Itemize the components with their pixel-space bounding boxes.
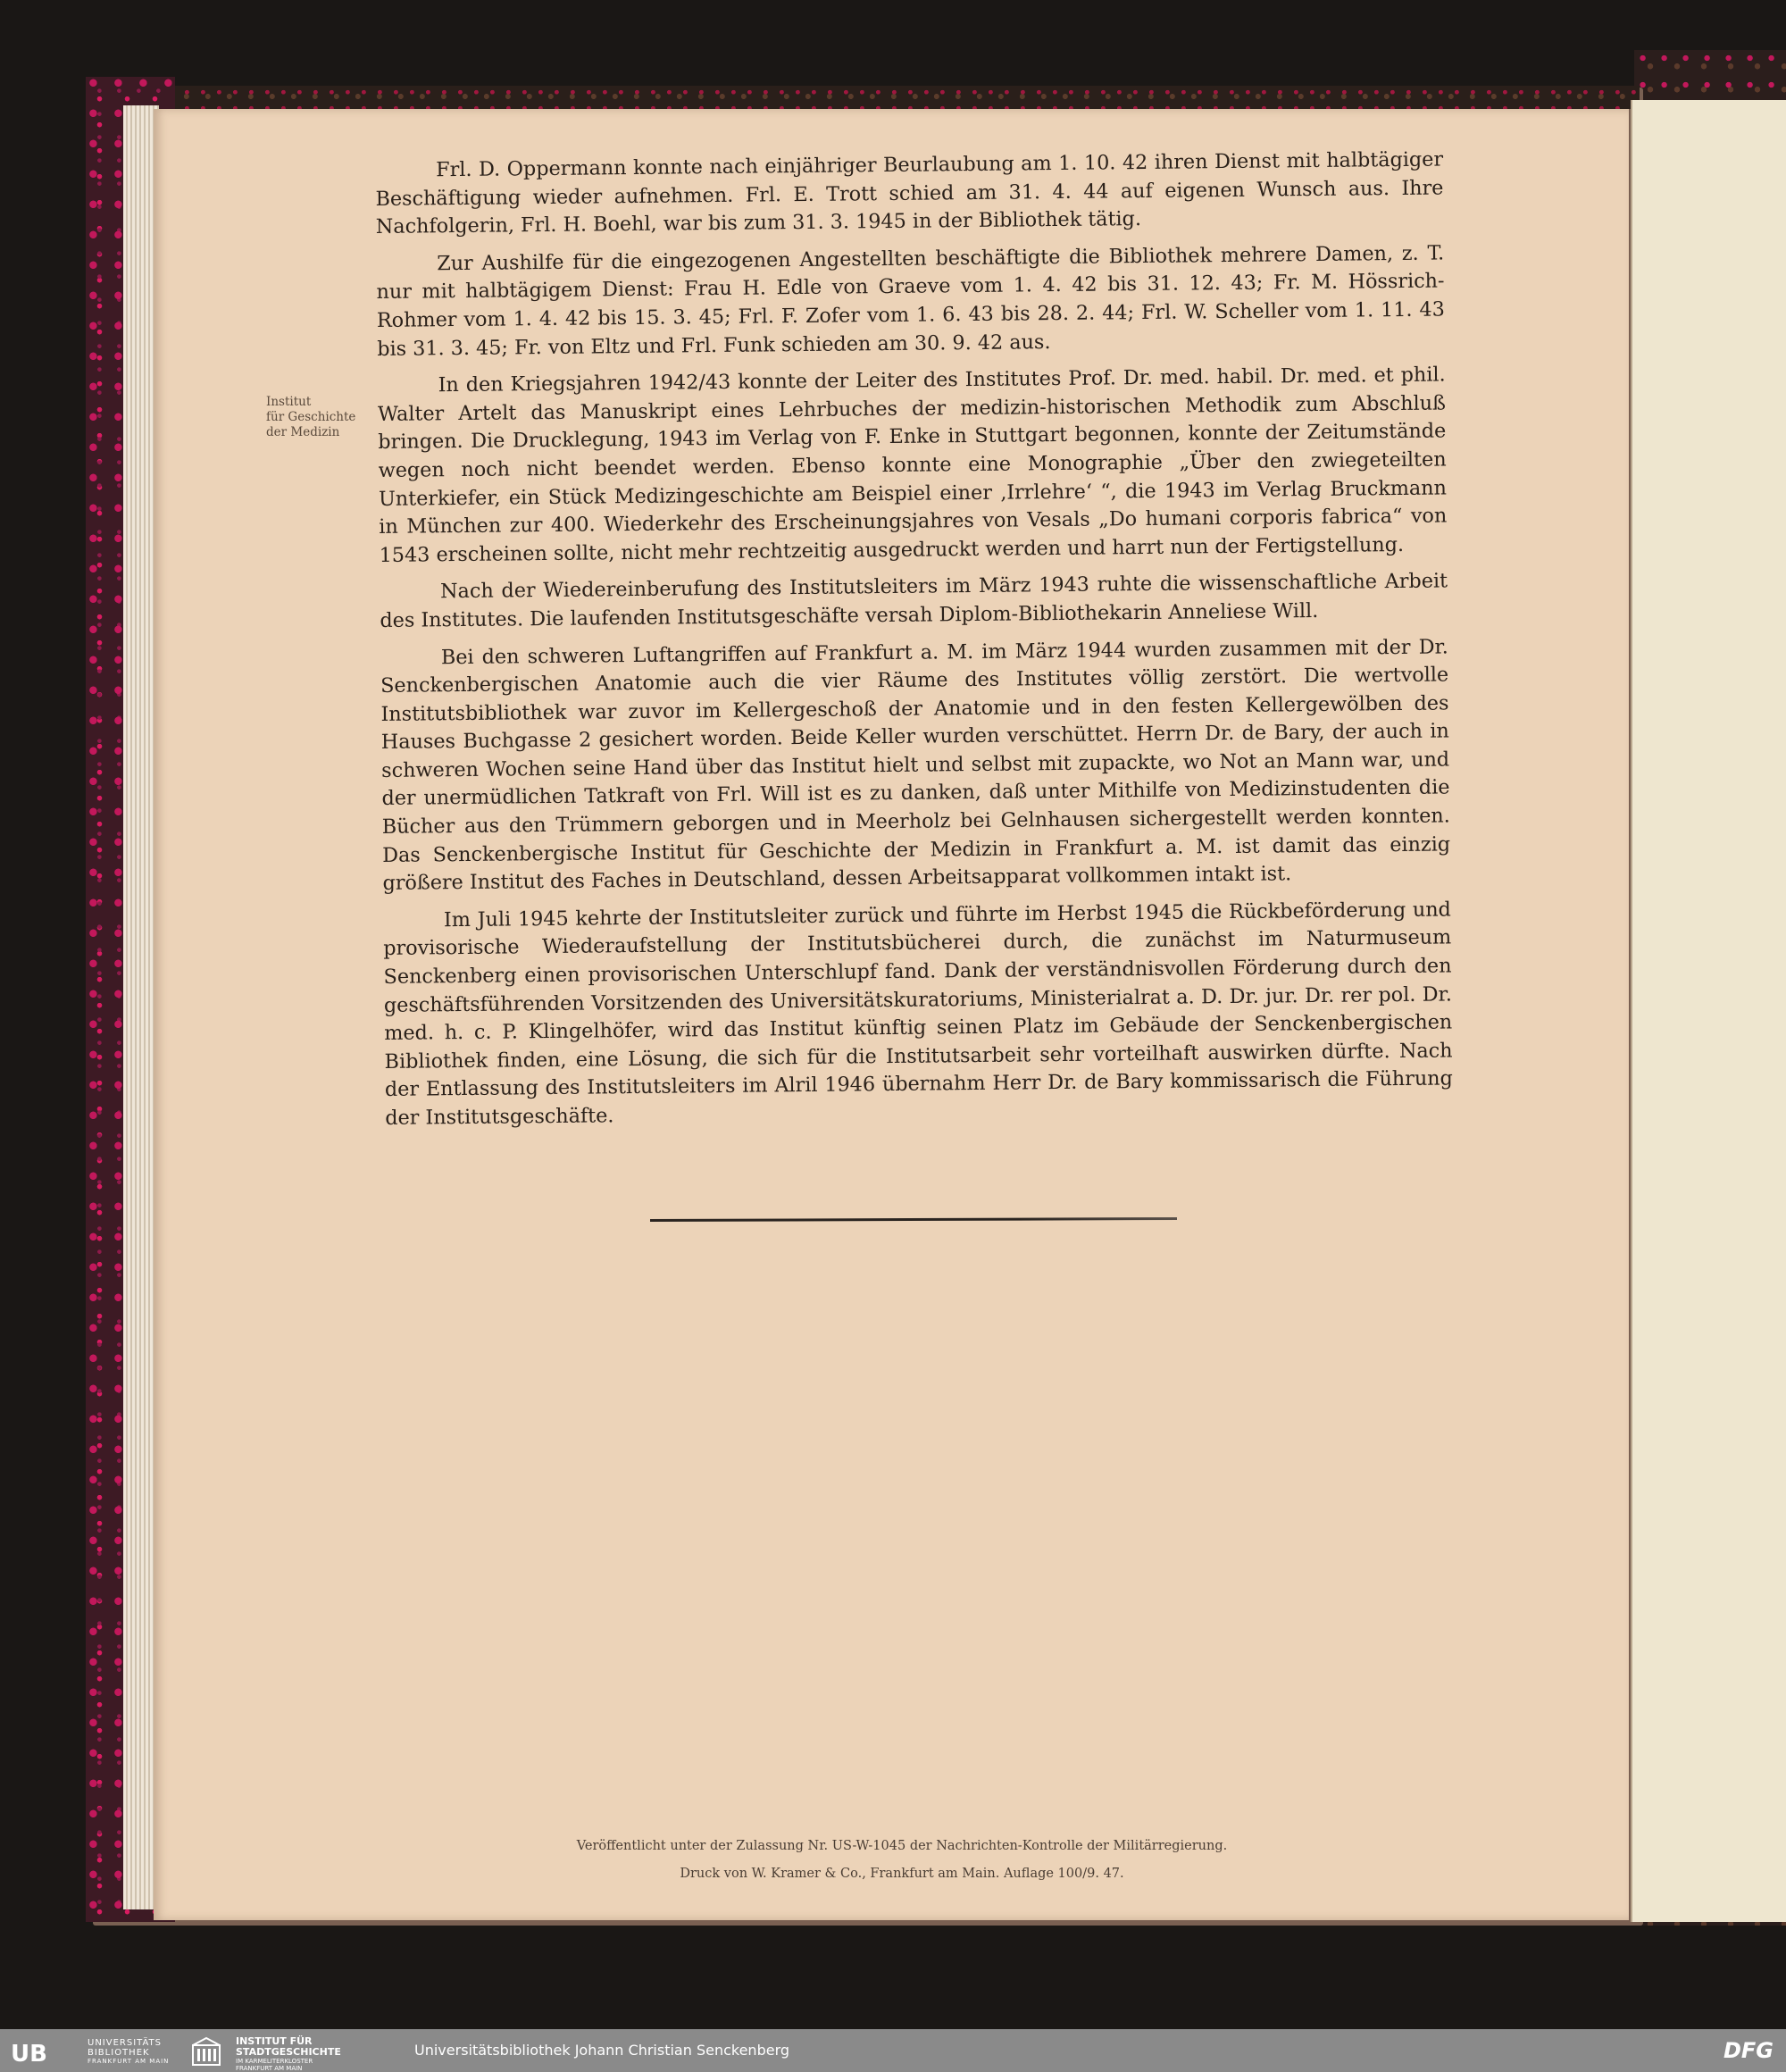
dfg-logo[interactable]: DFG (1723, 2038, 1773, 2063)
margin-note-line: der Medizin (266, 425, 340, 439)
paragraph: Zur Aushilfe für die eingezogenen Angestellten beschäftigte die Bibliothek mehrere Damen, z. T. nur mit halbtägigem Dienst: Frau H. Edle von Graeve vom 1. 4. 42 bis 31. 12. 43; Fr. M. Hössrich-Rohmer vom 1. 4. 42 bis 15. 3. 45; Frl. F. Zofer vom 1. 6. 43 bis 28. 2. 44; Frl. W. Scheller vom 1. 11. 43 bis 31. 3. 45; Fr. von Eltz und Frl. Funk schieden am 30. 9. 42 aus. (376, 241, 1445, 361)
paragraph: Im Juli 1945 kehrte der Institutsleiter zurück und führte im Herbst 1945 die Rückbeförderung und provisorische Wiederaufstellung der Institutsbücherei durch, die zunächst im Naturmuseum Senckenberg einen provisorischen Unterschlupf fand. Dank der verständnisvollen Förderung durch den geschäftsführenden Vorsitzenden des Universitätskuratoriums, Ministerialrat a. D. Dr. jur. Dr. rer pol. Dr. med. h. c. P. Klingelhöfer, wird das Institut künftig seinen Platz im Gebäude der Senckenbergischen Bibliothek finden, eine Lösung, die sich für die Institutsarbeit sehr vorteilhaft auswirken dürfte. Nach der Entlassung des Institutsleiters im Alril 1946 übernahm Herr Dr. de Bary kommissarisch die Führung der Institutsgeschäfte. (383, 898, 1454, 1130)
imprint-line: Druck von W. Kramer & Co., Frankfurt am Main. Auflage 100/9. 47. (680, 1867, 1124, 1881)
isg-logo-line: FRANKFURT AM MAIN (236, 2065, 303, 2072)
isg-logo-line: INSTITUT FÜR (236, 2035, 313, 2047)
isg-logo-text (236, 2036, 341, 2072)
institute-city-history-logo[interactable] (191, 2034, 379, 2072)
paragraph: In den Kriegsjahren 1942/43 konnte der Leiter des Institutes Prof. Dr. med. habil. Dr. med. et phil. Walter Artelt das Manuskript eines Lehrbuches der medizin-historischen Methodik zum Abschluß bringen. Die Drucklegung, 1943 im Verlag von F. Enke in Stuttgart begonnen, konnte der Zeitumstände wegen noch nicht beendet werden. Ebenso konnte eine Monographie „Über den zwiegeteilten Unterkiefer, ein Stück Medizingeschichte am Beispiel einer ‚Irrlehre‘ “, die 1943 im Verlag Bruckmann in München zur 400. Wiederkehr des Erscheinungsjahres von Vesals „Do humani corporis fabrica“ von 1543 erscheinen sollte, nicht mehr rechtzeitig ausgedruckt werden und harrt nun der Fertigstellung. (377, 363, 1448, 567)
viewer-footer (0, 2029, 1786, 2072)
margin-note-line: für Geschichte (266, 410, 356, 424)
paragraph: Frl. D. Oppermann konnte nach einjähriger Beurlaubung am 1. 10. 42 ihren Dienst mit halbtägiger Beschäftigung wieder aufnehmen. Frl. E. Trott schied am 31. 4. 44 auf eigenen Wunsch aus. Ihre Nachfolgerin, Frl. H. Boehl, war bis zum 31. 3. 1945 in der Bibliothek tätig. (375, 147, 1444, 239)
margin-note-line: Institut (266, 395, 312, 409)
isg-logo-line: IM KARMELITERKLOSTER (236, 2058, 313, 2065)
facing-page-edge (1631, 100, 1786, 1922)
ub-logo-line: BIBLIOTHEK (88, 2048, 150, 2058)
imprint-line: Veröffentlicht unter der Zulassung Nr. US-W-1045 der Nachrichten-Kontrolle der Militärregierung. (576, 1839, 1228, 1853)
ub-logo-text (88, 2038, 169, 2065)
university-library-logo[interactable] (7, 2034, 186, 2067)
ub-logo-line: UNIVERSITÄTS (88, 2038, 163, 2048)
ub-logo-line: FRANKFURT AM MAIN (88, 2058, 170, 2065)
paragraph: Bei den schweren Luftangriffen auf Frankfurt a. M. im März 1944 wurden zusammen mit der Dr. Senckenbergischen Anatomie auch die vier Räume des Institutes völlig zerstört. Die wertvolle Institutsbibliothek war zuvor im Kellergeschoß der Anatomie und in den festen Kellergewölben des Hauses Buchgasse 2 gesichert worden. Beide Keller wurden verschüttet. Herrn Dr. de Bary, der auch in schweren Wochen seine Hand über das Institut hielt und selbst mit zupackte, wo Not an Mann war, und der unermüdlichen Tatkraft von Frl. Will ist es zu danken, daß unter Mithilfe von Medizinstudenten die Bücher aus den Trümmern geborgen und in Meerholz bei Gelnhausen sichergestellt werden konnten. Das Senckenbergische Institut für Geschichte der Medizin in Frankfurt a. M. ist damit das einzig größere Institut des Faches in Deutschland, dessen Arbeitsapparat vollkommen intakt ist. (380, 634, 1451, 896)
footer-title[interactable]: Universitätsbibliothek Johann Christian Senckenberg (414, 2042, 790, 2059)
isg-logo-line: STADTGESCHICHTE (236, 2046, 341, 2058)
margin-note (266, 395, 373, 440)
ub-logo-mark: UB (11, 2041, 47, 2068)
building-icon (191, 2036, 221, 2067)
paragraph: Nach der Wiedereinberufung des Institutsleiters im März 1943 ruhte die wissenschaftliche Arbeit des Institutes. Die laufenden Institutsgeschäfte versah Diplom-Bibliothekarin Anneliese Will. (380, 569, 1448, 632)
body-text (375, 146, 1453, 1141)
marbled-cover-top (86, 86, 1640, 109)
